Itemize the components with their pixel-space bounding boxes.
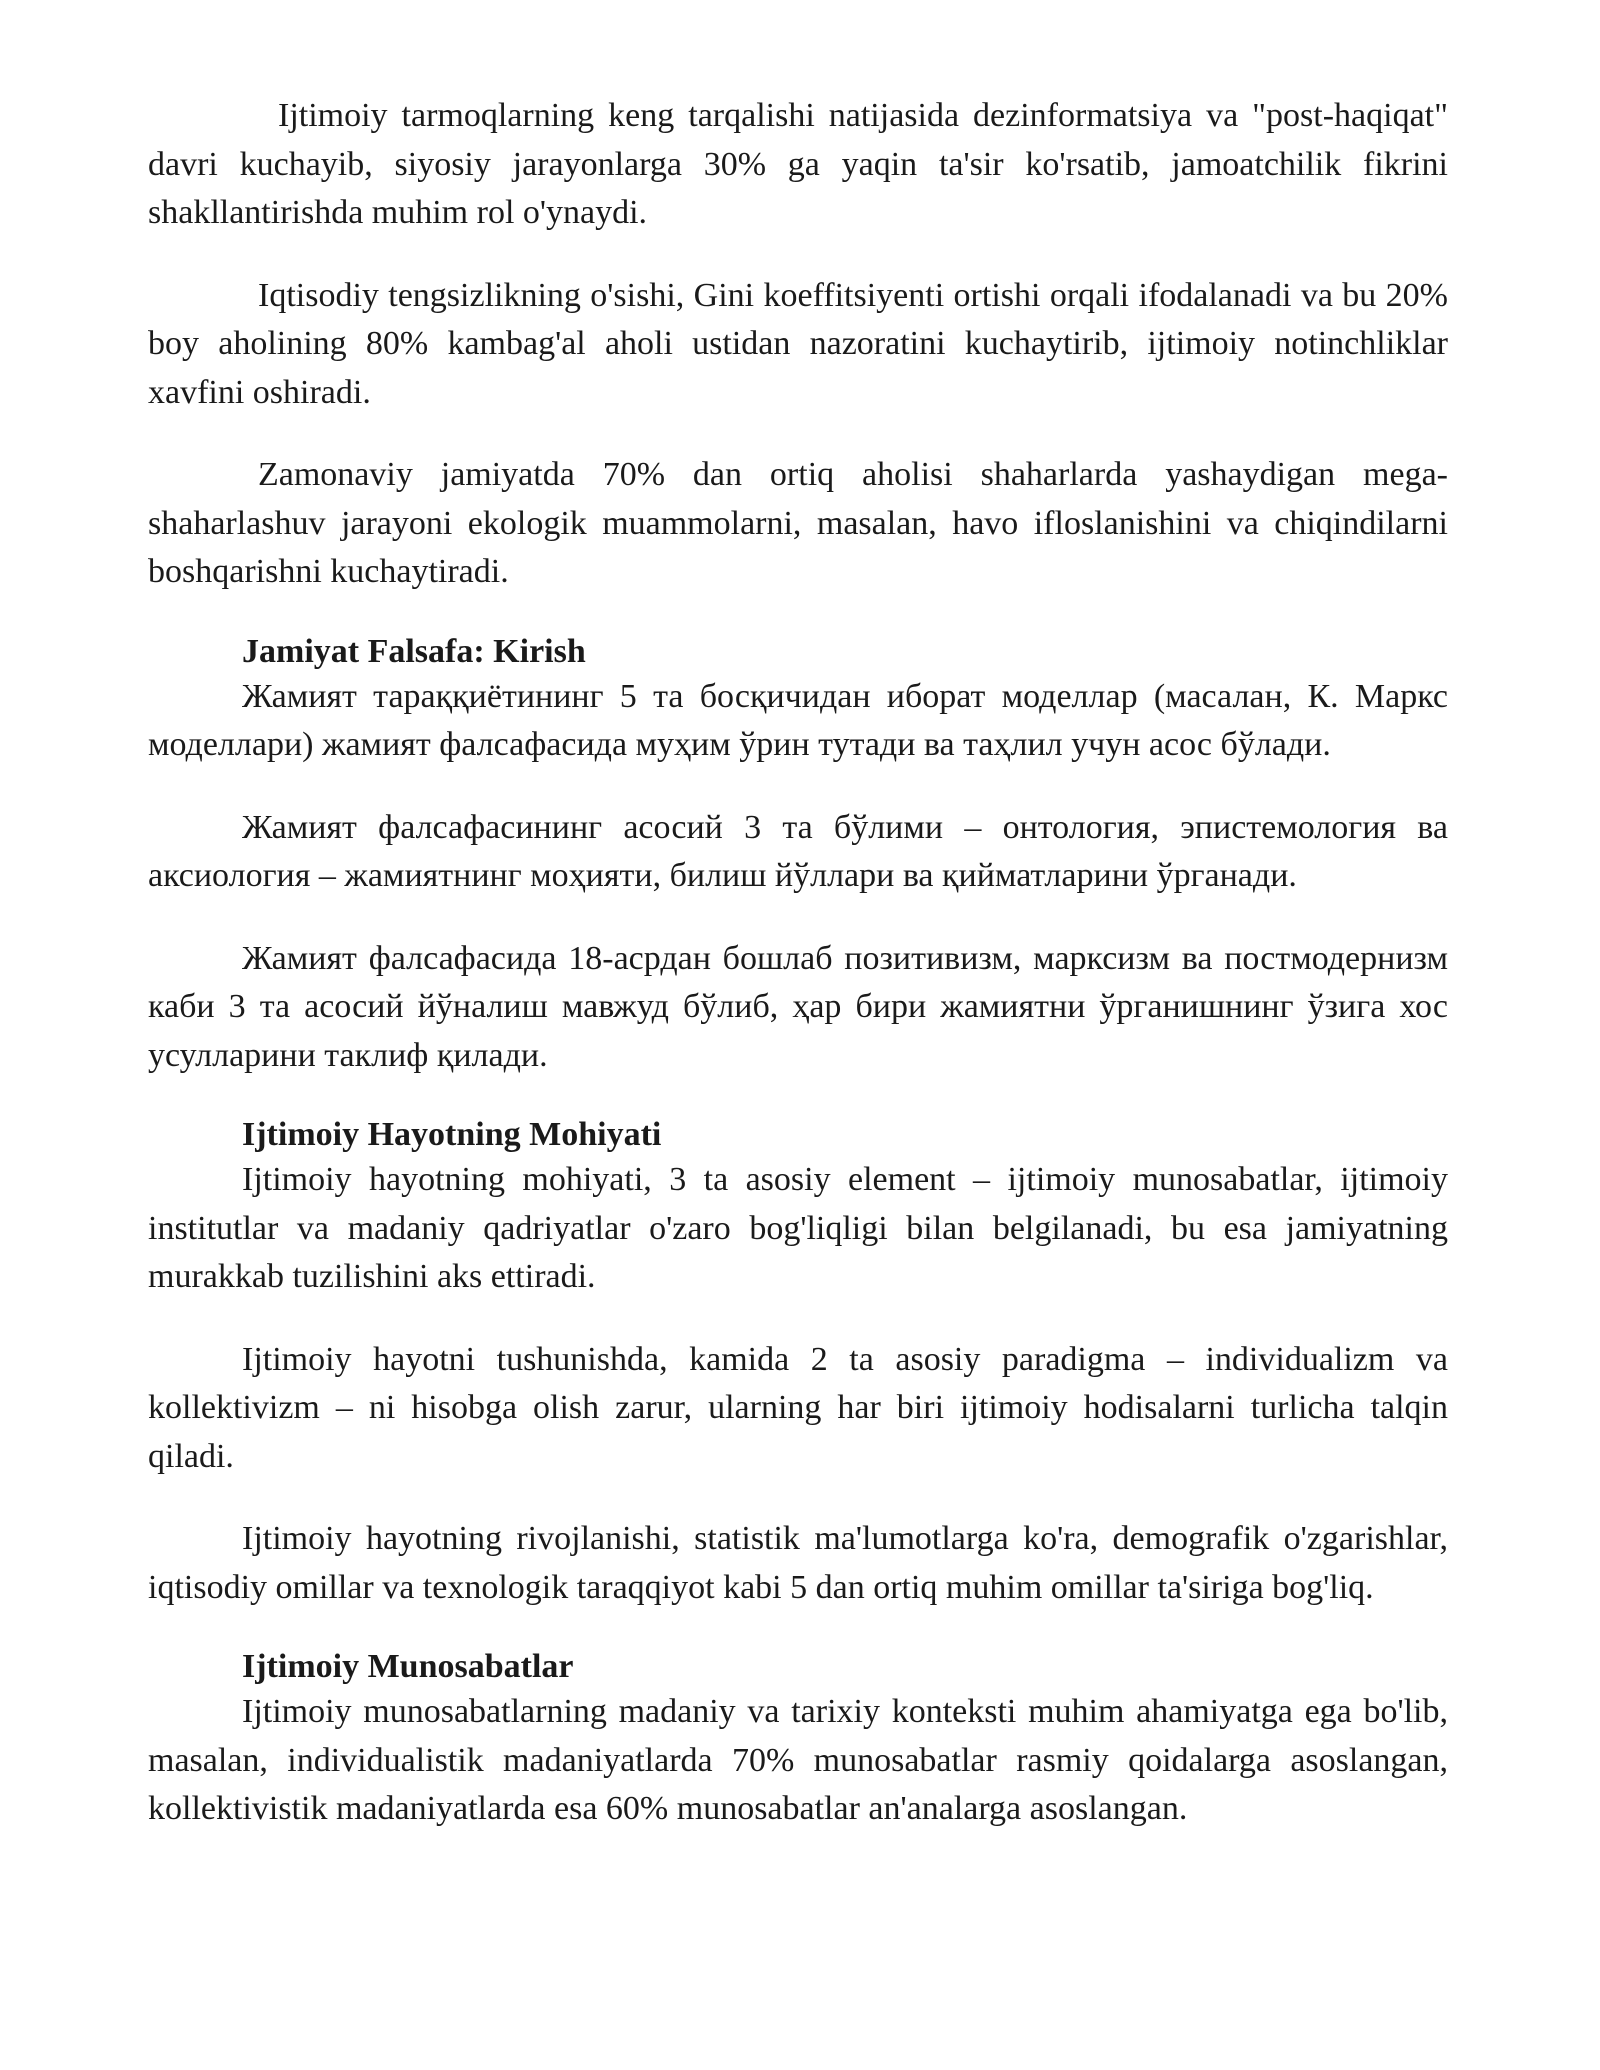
section-heading: Jamiyat Falsafa: Kirish (242, 632, 586, 670)
section-jamiyat-falsafa (148, 631, 1448, 1081)
intro-paragraph-2: Iqtisodiy tengsizlikning o'sishi, Gini koeffitsiyenti ortishi orqali ifodalanadi va bu 20% boy aholining 80% kambag'al aholi ustidan nazoratini kuchaytirib, ijtimoiy notinchliklar xavfini oshiradi. (148, 276, 1448, 411)
section-paragraph: Ijtimoiy hayotni tushunishda, kamida 2 ta asosiy paradigma – individualizm va kollektivizm – ni hisobga olish zarur, ularning har biri ijtimoiy hodisalarni turlicha talqin qiladi. (148, 1340, 1448, 1475)
section-ijtimoiy-munosabatlar (148, 1646, 1448, 1834)
intro-paragraph-3: Zamonaviy jamiyatda 70% dan ortiq aholisi shaharlarda yashaydigan mega-shaharlashuv jarayoni ekologik muammolarni, masalan, havo ifloslanishini va chiqindilarni boshqarishni kuchaytiradi. (148, 456, 1448, 590)
section-paragraph: Ijtimoiy hayotning rivojlanishi, statistik ma'lumotlarga ko'ra, demografik o'zgarishlar, iqtisodiy omillar va texnologik taraqqiyot kabi 5 dan ortiq muhim omillar ta'siriga bog'liq. (148, 1520, 1448, 1606)
section-paragraph: Жамият тараққиётининг 5 та босқичидан иборат моделлар (масалан, К. Маркс моделлари) жамият фалсафасида муҳим ўрин тутади ва таҳлил учун асос бўлади. (148, 677, 1448, 763)
document-page (148, 92, 1448, 1868)
section-ijtimoiy-hayot (148, 1114, 1448, 1612)
intro-paragraph-1: Ijtimoiy tarmoqlarning keng tarqalishi natijasida dezinformatsiya va "post-haqiqat" davri kuchayib, siyosiy jarayonlarga 30% ga yaqin ta'sir ko'rsatib, jamoatchilik fikrini shakllantirishda muhim rol o'ynaydi. (148, 97, 1448, 231)
section-paragraph: Жамият фалсафасининг асосий 3 та бўлими – онтология, эпистемология ва аксиология – жамиятнинг моҳияти, билиш йўллари ва қийматларини ўрганади. (148, 808, 1448, 894)
section-heading: Ijtimoiy Munosabatlar (242, 1648, 574, 1685)
section-paragraph: Жамият фалсафасида 18-асрдан бошлаб позитивизм, марксизм ва постмодернизм каби 3 та асосий йўналиш мавжуд бўлиб, ҳар бири жамиятни ўрганишнинг ўзига хос усулларини таклиф қилади. (148, 939, 1448, 1074)
section-heading: Ijtimoiy Hayotning Mohiyati (242, 1116, 662, 1153)
section-paragraph: Ijtimoiy munosabatlarning madaniy va tarixiy konteksti muhim ahamiyatga ega bo'lib, masalan, individualistik madaniyatlarda 70% munosabatlar rasmiy qoidalarga asoslangan, kollektivistik madaniyatlarda esa 60% munosabatlar an'analarga asoslangan. (148, 1693, 1448, 1827)
section-paragraph: Ijtimoiy hayotning mohiyati, 3 ta asosiy element – ijtimoiy munosabatlar, ijtimoiy institutlar va madaniy qadriyatlar o'zaro bog'liqligi bilan belgilanadi, bu esa jamiyatning murakkab tuzilishini aks ettiradi. (148, 1161, 1448, 1295)
